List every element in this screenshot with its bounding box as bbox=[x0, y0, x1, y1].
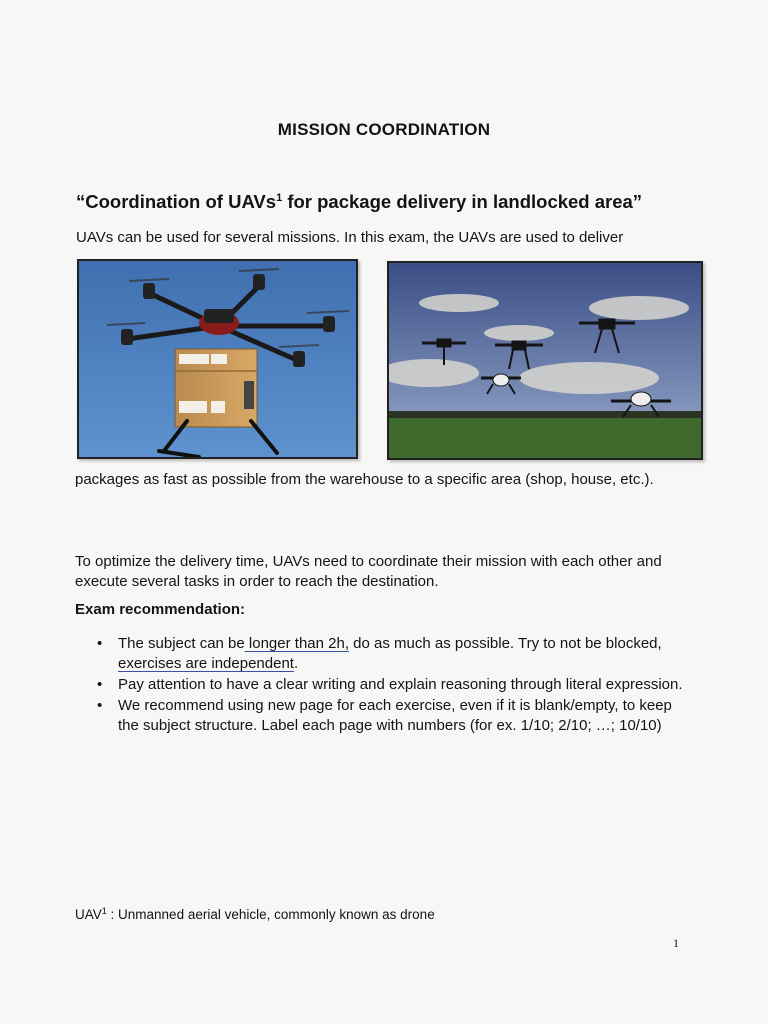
bullet-icon: • bbox=[97, 635, 103, 652]
intro-paragraph: UAVs can be used for several missions. In this exam, the UAVs are used to deliver bbox=[76, 229, 624, 246]
drone-carrying-box-photo bbox=[77, 259, 358, 459]
list-item bbox=[75, 634, 695, 674]
recommendation-text: We recommend using new page for each exercise, even if it is blank/empty, to keep the subject structure. Label each page with numbers (for ex. 1/10; 2/10; …; 10/10) bbox=[118, 697, 672, 734]
list-item bbox=[75, 675, 695, 695]
page-number: 1 bbox=[673, 936, 679, 950]
drone-swarm-photo bbox=[387, 261, 703, 460]
recommendation-text-start: The subject can be bbox=[118, 635, 245, 652]
underlined-time-note: longer than 2h, bbox=[244, 635, 349, 652]
bullet-icon: • bbox=[97, 697, 103, 714]
recommendation-text-end: . bbox=[293, 655, 299, 672]
document-title: MISSION COORDINATION bbox=[277, 120, 491, 139]
recommendation-text: Pay attention to have a clear writing and explain reasoning through literal expression. bbox=[118, 676, 683, 693]
subtitle-text-end: for package delivery in landlocked area” bbox=[282, 191, 643, 212]
continuation-paragraph: packages as fast as possible from the warehouse to a specific area (shop, house, etc.). bbox=[75, 471, 654, 488]
footnote bbox=[75, 906, 435, 922]
recommendation-list bbox=[75, 634, 695, 737]
document-subtitle bbox=[76, 191, 716, 213]
bullet-icon: • bbox=[97, 676, 103, 693]
recommendation-heading: Exam recommendation: bbox=[75, 601, 246, 618]
footnote-text: : Unmanned aerial vehicle, commonly known as drone bbox=[106, 907, 435, 922]
subtitle-text-start: “Coordination of UAVs bbox=[76, 191, 277, 212]
footnote-term: UAV bbox=[75, 907, 102, 922]
coordination-paragraph: To optimize the delivery time, UAVs need to coordinate their mission with each other and execute several tasks in order to reach the destination. bbox=[75, 553, 662, 590]
footnote-marker: 1 bbox=[101, 906, 107, 916]
list-item bbox=[75, 696, 695, 736]
recommendation-text-middle: do as much as possible. Try to not be blocked, bbox=[349, 635, 662, 652]
underlined-independent-note: exercises are independent bbox=[118, 655, 294, 672]
subtitle-footnote-marker: 1 bbox=[276, 192, 283, 204]
